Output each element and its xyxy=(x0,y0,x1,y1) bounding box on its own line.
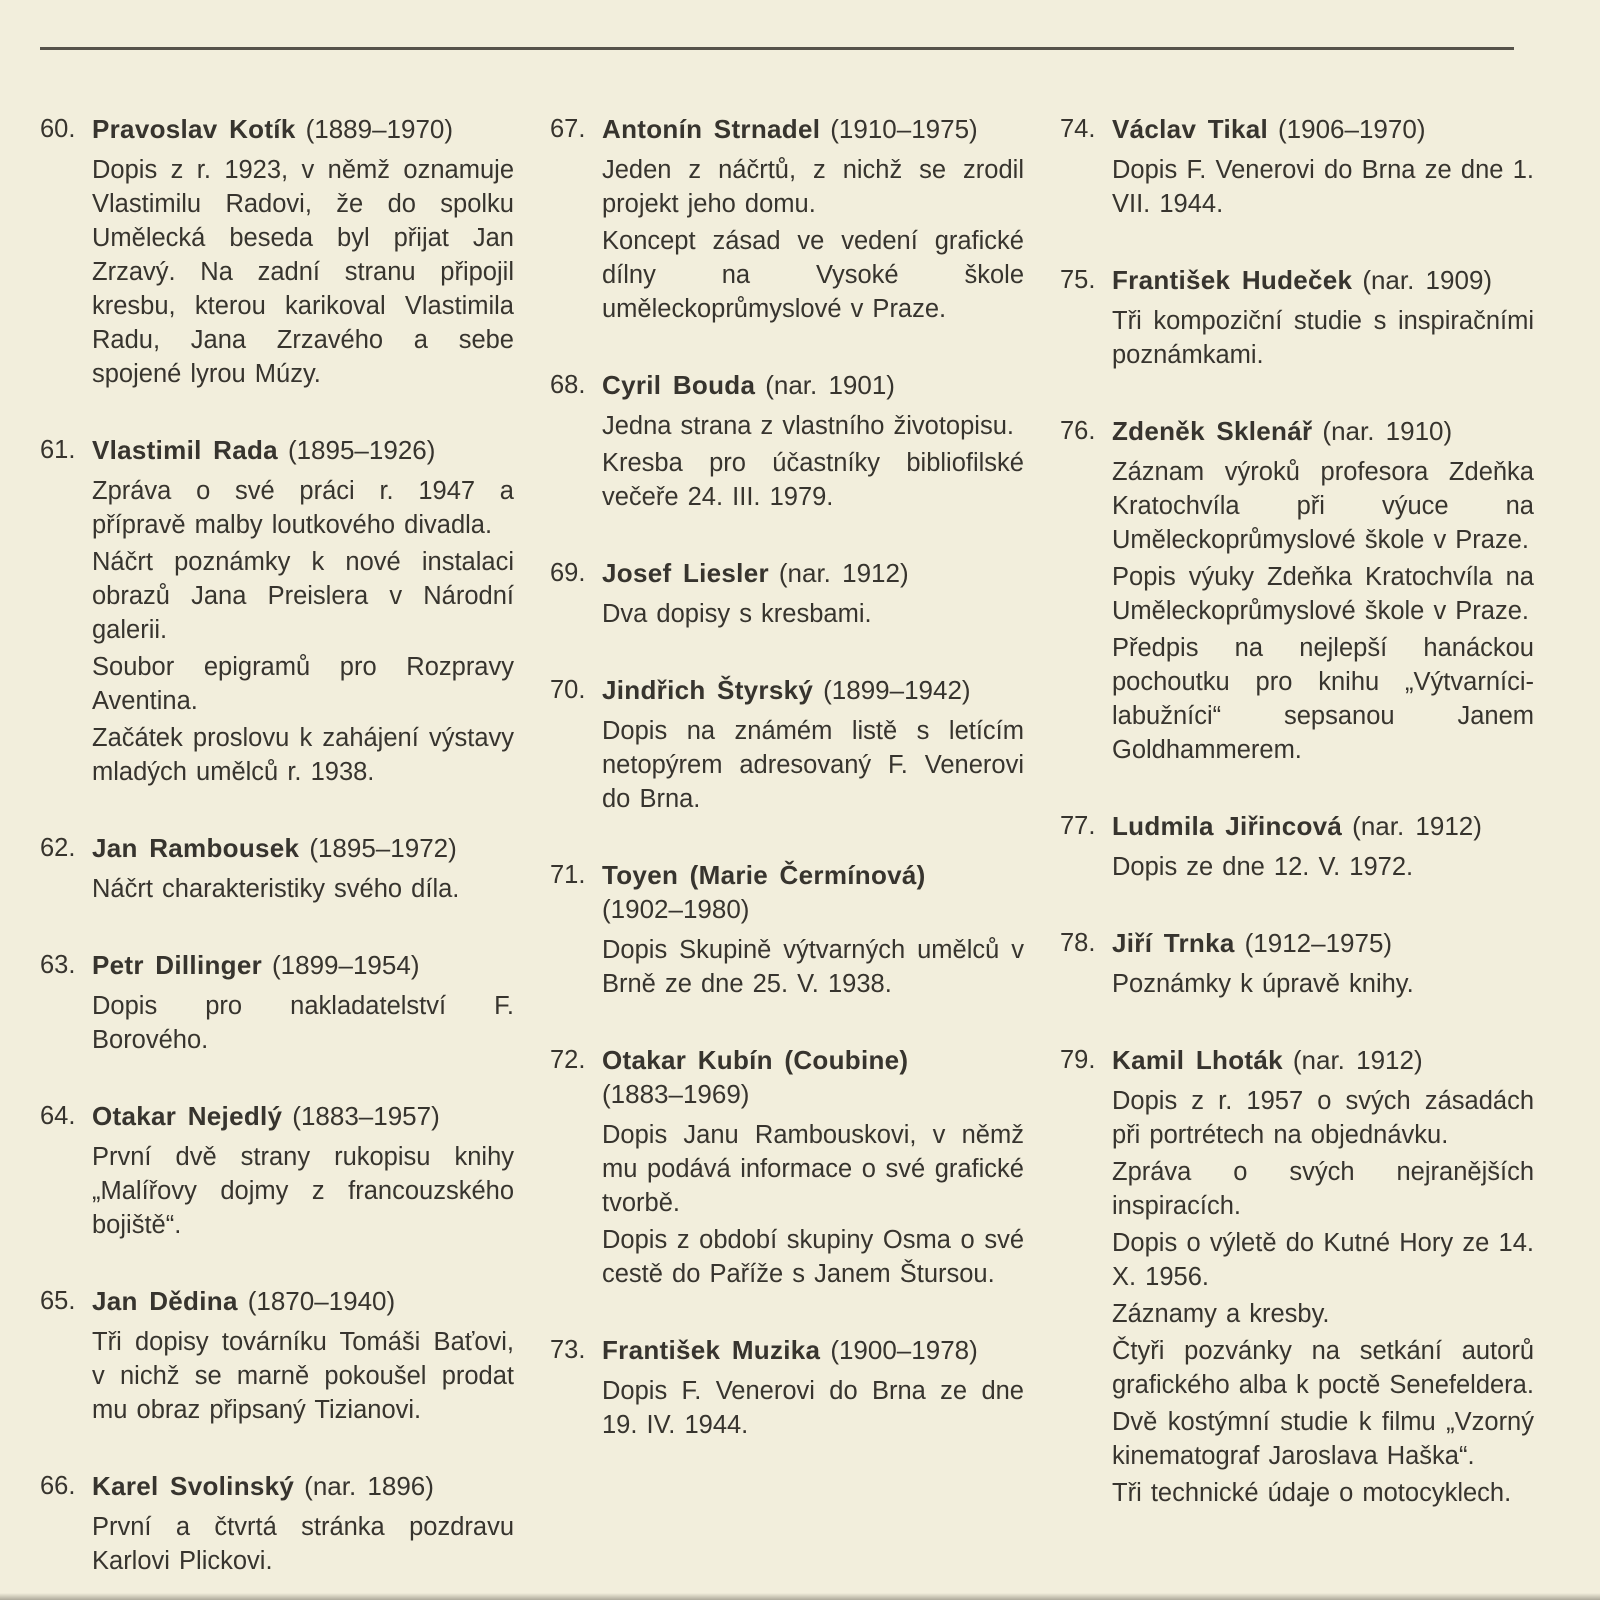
entry-heading xyxy=(92,1099,514,1133)
artist-name: Jiří Trnka xyxy=(1112,928,1235,958)
artist-name: Otakar Nejedlý xyxy=(92,1101,283,1131)
artist-dates: (1895–1972) xyxy=(309,833,457,863)
artist-name: Petr Dillinger xyxy=(92,950,263,980)
entry-paragraph: Předpis na nejlepší hanáckou pochoutku pro knihu „Výtvarníci-labužníci“ sepsanou Janem Goldhammerem. xyxy=(1112,634,1534,764)
catalog-entry xyxy=(40,112,514,391)
artist-dates: (nar. 1910) xyxy=(1322,416,1453,446)
entry-body xyxy=(92,1140,514,1242)
entry-number: 66. xyxy=(40,1472,76,1500)
entry-paragraph: První a čtvrtá stránka pozdravu Karlovi Plickovi. xyxy=(92,1513,514,1575)
entry-number: 72. xyxy=(550,1046,586,1074)
entry-heading xyxy=(602,1043,1024,1111)
catalog-entry xyxy=(40,1099,514,1242)
entry-number: 64. xyxy=(40,1102,76,1130)
entry-heading xyxy=(92,948,514,982)
entry-number: 67. xyxy=(550,115,586,143)
artist-dates: (nar. 1909) xyxy=(1362,265,1493,295)
entry-paragraph: Koncept zásad ve vedení grafické dílny na Vysoké škole uměleckoprůmyslové v Praze. xyxy=(602,227,1024,323)
artist-name: Kamil Lhoták xyxy=(1112,1045,1283,1075)
catalog-entry xyxy=(40,1469,514,1578)
artist-dates: (1899–1954) xyxy=(272,950,420,980)
entry-body xyxy=(92,872,514,906)
entry-body xyxy=(602,1374,1024,1442)
catalog-entry xyxy=(1060,112,1534,221)
artist-name: Toyen (Marie Čermínová) xyxy=(602,860,926,890)
entry-heading xyxy=(602,1333,1024,1367)
catalog-entry xyxy=(550,858,1024,1001)
entry-heading xyxy=(602,112,1024,146)
entry-paragraph: Dopis ze dne 12. V. 1972. xyxy=(1112,853,1414,881)
entry-paragraph: Tři kompoziční studie s inspiračními poznámkami. xyxy=(1112,307,1534,369)
catalog-entry xyxy=(1060,926,1534,1001)
entry-body xyxy=(1112,967,1534,1001)
entry-number: 76. xyxy=(1060,417,1096,445)
entry-heading xyxy=(602,556,1024,590)
entry-number: 63. xyxy=(40,951,76,979)
entry-heading xyxy=(92,112,514,146)
artist-name: Karel Svolinský xyxy=(92,1471,295,1501)
artist-name: Vlastimil Rada xyxy=(92,435,278,465)
catalog-entry xyxy=(40,948,514,1057)
entry-number: 70. xyxy=(550,676,586,704)
entry-body xyxy=(92,474,514,789)
artist-name: Jan Rambousek xyxy=(92,833,300,863)
entry-paragraph: Dva dopisy s kresbami. xyxy=(602,600,872,628)
entry-number: 69. xyxy=(550,559,586,587)
entry-paragraph: Jedna strana z vlastního životopisu. xyxy=(602,412,1014,440)
entry-paragraph: Tři dopisy továrníku Tomáši Baťovi, v nichž se marně pokoušel prodat mu obraz připsaný Tizianovi. xyxy=(92,1328,514,1424)
catalog-entry xyxy=(1060,809,1534,884)
artist-name: Jan Dědina xyxy=(92,1286,238,1316)
entry-heading xyxy=(92,1284,514,1318)
entry-paragraph: Dopis F. Venerovi do Brna ze dne 1. VII. 1944. xyxy=(1112,156,1534,218)
catalog-entry xyxy=(550,1333,1024,1442)
entry-paragraph: Jeden z náčrtů, z nichž se zrodil projekt jeho domu. xyxy=(602,156,1024,218)
entry-paragraph: Dopis z r. 1957 o svých zásadách při portrétech na objednávku. xyxy=(1112,1087,1534,1149)
catalog-entry xyxy=(1060,414,1534,767)
entry-paragraph: Dopis o výletě do Kutné Hory ze 14. X. 1956. xyxy=(1112,1229,1534,1291)
entry-body xyxy=(602,153,1024,326)
entry-paragraph: Dopis na známém listě s letícím netopýrem adresovaný F. Venerovi do Brna. xyxy=(602,717,1024,813)
entry-number: 60. xyxy=(40,115,76,143)
entry-body xyxy=(602,597,1024,631)
artist-name: Jindřich Štyrský xyxy=(602,675,814,705)
entry-paragraph: Náčrt poznámky k nové instalaci obrazů Jana Preislera v Národní galerii. xyxy=(92,548,514,644)
entry-heading xyxy=(602,858,1024,926)
entry-heading xyxy=(1112,926,1534,960)
artist-dates: (1870–1940) xyxy=(247,1286,396,1316)
entry-body xyxy=(92,989,514,1057)
catalog-entry xyxy=(550,112,1024,326)
artist-name: Pravoslav Kotík xyxy=(92,114,296,144)
catalog-entry xyxy=(40,1284,514,1427)
artist-dates: (1883–1969) xyxy=(602,1079,750,1109)
entry-paragraph: Dopis Skupině výtvarných umělců v Brně ze dne 25. V. 1938. xyxy=(602,936,1024,998)
artist-dates: (1906–1970) xyxy=(1278,114,1426,144)
entry-body xyxy=(602,409,1024,514)
artist-name: Otakar Kubín (Coubine) xyxy=(602,1045,909,1075)
entry-number: 71. xyxy=(550,861,586,889)
artist-name: František Hudeček xyxy=(1112,265,1353,295)
artist-dates: (nar. 1912) xyxy=(778,558,909,588)
artist-dates: (nar. 1896) xyxy=(304,1471,434,1501)
entry-number: 75. xyxy=(1060,266,1096,294)
entry-number: 78. xyxy=(1060,929,1096,957)
entry-paragraph: Zpráva o své práci r. 1947 a přípravě malby loutkového divadla. xyxy=(92,477,514,539)
artist-name: Václav Tikal xyxy=(1112,114,1269,144)
entry-body xyxy=(92,1510,514,1578)
entry-paragraph: První dvě strany rukopisu knihy „Malířovy dojmy z francouzského bojiště“. xyxy=(92,1143,514,1239)
entry-number: 65. xyxy=(40,1287,76,1315)
entry-paragraph: Zpráva o svých nejranějších inspiracích. xyxy=(1112,1158,1534,1220)
entry-heading xyxy=(602,368,1024,402)
entry-paragraph: Dopis z období skupiny Osma o své cestě do Paříže s Janem Štursou. xyxy=(602,1226,1024,1288)
entry-paragraph: Kresba pro účastníky bibliofilské večeře 24. III. 1979. xyxy=(602,449,1024,511)
entry-body xyxy=(602,933,1024,1001)
catalog-column-2 xyxy=(550,112,1024,1442)
entry-body xyxy=(92,1325,514,1427)
artist-name: Zdeněk Sklenář xyxy=(1112,416,1313,446)
artist-name: František Muzika xyxy=(602,1335,821,1365)
entry-paragraph: Popis výuky Zdeňka Kratochvíla na Uměleckoprůmyslové škole v Praze. xyxy=(1112,563,1534,625)
artist-name: Josef Liesler xyxy=(602,558,769,588)
entry-paragraph: Tři technické údaje o motocyklech. xyxy=(1112,1479,1512,1507)
entry-paragraph: Záznam výroků profesora Zdeňka Kratochvíla při výuce na Uměleckoprůmyslové škole v Praze. xyxy=(1112,458,1534,554)
catalog-column-3 xyxy=(1060,112,1534,1510)
entry-number: 61. xyxy=(40,436,76,464)
entry-number: 68. xyxy=(550,371,586,399)
artist-dates: (nar. 1901) xyxy=(765,370,895,400)
entry-number: 77. xyxy=(1060,812,1096,840)
entry-body xyxy=(602,1118,1024,1291)
entry-heading xyxy=(92,1469,514,1503)
catalog-entry xyxy=(550,1043,1024,1291)
artist-dates: (1889–1970) xyxy=(305,114,454,144)
artist-dates: (1900–1978) xyxy=(830,1335,978,1365)
entry-heading xyxy=(92,831,514,865)
artist-dates: (1902–1980) xyxy=(602,894,750,924)
artist-name: Cyril Bouda xyxy=(602,370,756,400)
catalog-entry xyxy=(550,368,1024,514)
entry-number: 79. xyxy=(1060,1046,1096,1074)
entry-heading xyxy=(1112,1043,1534,1077)
entry-paragraph: Dopis F. Venerovi do Brna ze dne 19. IV. 1944. xyxy=(602,1377,1024,1439)
artist-dates: (1895–1926) xyxy=(287,435,436,465)
artist-name: Ludmila Jiřincová xyxy=(1112,811,1343,841)
entry-body xyxy=(1112,455,1534,767)
entry-paragraph: Dopis Janu Rambouskovi, v němž mu podává informace o své grafické tvorbě. xyxy=(602,1121,1024,1217)
entry-body xyxy=(1112,153,1534,221)
entry-paragraph: Soubor epigramů pro Rozpravy Aventina. xyxy=(92,653,514,715)
scan-bottom-edge xyxy=(0,1593,1600,1600)
entry-paragraph: Dopis z r. 1923, v němž oznamuje Vlastimilu Radovi, že do spolku Umělecká beseda byl přijat Jan Zrzavý. Na zadní stranu připojil kresbu, kterou karikoval Vlastimila Radu, Jana Zrzavého a sebe spojené lyrou Múzy. xyxy=(92,156,514,388)
top-rule xyxy=(40,47,1514,50)
artist-dates: (1910–1975) xyxy=(830,114,978,144)
catalog-entry xyxy=(40,831,514,906)
entry-paragraph: Poznámky k úpravě knihy. xyxy=(1112,970,1414,998)
artist-name: Antonín Strnadel xyxy=(602,114,821,144)
artist-dates: (1912–1975) xyxy=(1244,928,1393,958)
entry-paragraph: Čtyři pozvánky na setkání autorů grafického alba k poctě Senefeldera. xyxy=(1112,1337,1534,1399)
catalog-entry xyxy=(550,673,1024,816)
artist-dates: (nar. 1912) xyxy=(1292,1045,1423,1075)
entry-body xyxy=(92,153,514,391)
entry-paragraph: Záznamy a kresby. xyxy=(1112,1300,1330,1328)
artist-dates: (nar. 1912) xyxy=(1352,811,1482,841)
entry-body xyxy=(1112,1084,1534,1510)
entry-number: 62. xyxy=(40,834,76,862)
catalog-column-1 xyxy=(40,112,514,1578)
entry-heading xyxy=(1112,414,1534,448)
entry-paragraph: Dopis pro nakladatelství F. Borového. xyxy=(92,992,514,1054)
artist-dates: (1883–1957) xyxy=(292,1101,440,1131)
entry-number: 74. xyxy=(1060,115,1096,143)
catalog-entry xyxy=(40,433,514,789)
entry-heading xyxy=(1112,809,1534,843)
entry-paragraph: Dvě kostýmní studie k filmu „Vzorný kinematograf Jaroslava Haška“. xyxy=(1112,1408,1534,1470)
entry-paragraph: Náčrt charakteristiky svého díla. xyxy=(92,875,460,903)
entry-body xyxy=(1112,850,1534,884)
catalog-entry xyxy=(1060,263,1534,372)
entry-heading xyxy=(92,433,514,467)
artist-dates: (1899–1942) xyxy=(823,675,971,705)
catalog-entry xyxy=(1060,1043,1534,1510)
entry-heading xyxy=(1112,112,1534,146)
entry-body xyxy=(1112,304,1534,372)
catalog-entry xyxy=(550,556,1024,631)
entry-number: 73. xyxy=(550,1336,586,1364)
entry-body xyxy=(602,714,1024,816)
catalog-columns xyxy=(40,112,1534,1578)
entry-heading xyxy=(602,673,1024,707)
entry-paragraph: Začátek proslovu k zahájení výstavy mladých umělců r. 1938. xyxy=(92,724,514,786)
entry-heading xyxy=(1112,263,1534,297)
